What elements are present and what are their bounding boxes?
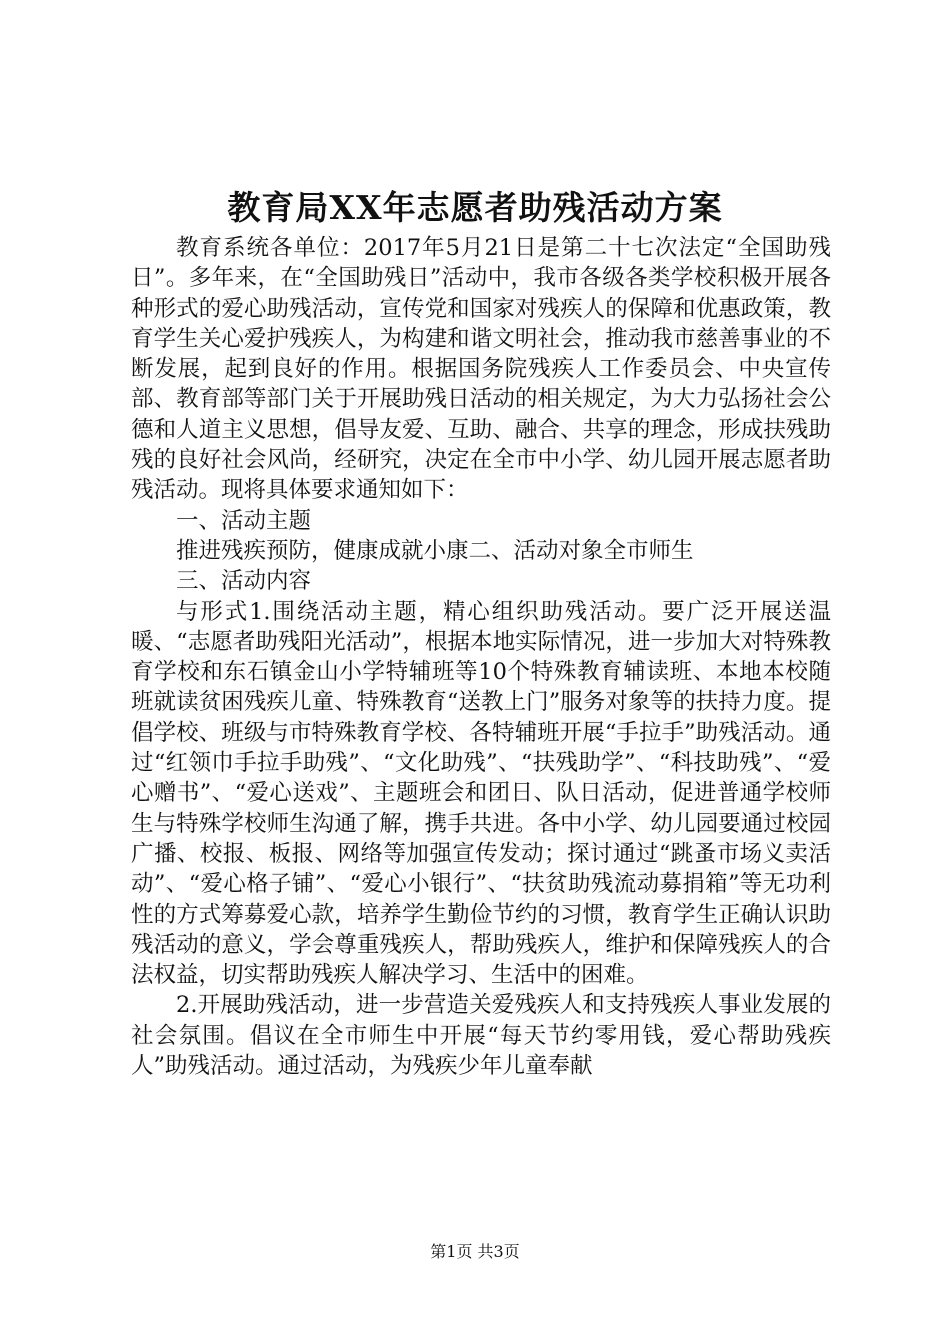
- paragraph-theme-and-target: 推进残疾预防，健康成就小康二、活动对象全市师生: [176, 537, 694, 564]
- page-footer: 第1页 共3页: [430, 1242, 520, 1261]
- paragraph-content-item-2: 2.开展助残活动，进一步营造关爱残疾人和支持残疾人事业发展的社会氛围。倡议在全市师生中开展“每天节约零用钱，爱心帮助残疾人”助残活动。通过活动，为残疾少年儿童奉献: [131, 992, 831, 1080]
- paragraph-content-item-1: 与形式1.围绕活动主题，精心组织助残活动。要广泛开展送温暖、“志愿者助残阳光活动”，根据本地实际情况，进一步加大对特殊教育学校和东石镇金山小学特辅班等10个特殊教育辅读班、本地本校随班就读贫困残疾儿童、特殊教育“送教上门”服务对象等的扶持力度。提倡学校、班级与市特殊教育学校、各特辅班开展“手拉手”助残活动。通过“红领巾手拉手助残”、“文化助残”、“扶残助学”、“科技助残”、“爱心赠书”、“爱心送戏”、主题班会和团日、队日活动，促进普通学校师生与特殊学校师生沟通了解，携手共进。各中小学、幼儿园要通过校园广播、校报、板报、网络等加强宣传发动；探讨通过“跳蚤市场义卖活动”、“爱心格子铺”、“爱心小银行”、“扶贫助残流动募捐箱”等无功利性的方式筹募爱心款，培养学生勤俭节约的习惯，教育学生正确认识助残活动的意义，学会尊重残疾人，帮助残疾人，维护和保障残疾人的合法权益，切实帮助残疾人解决学习、生活中的困难。: [131, 598, 831, 989]
- paragraph-intro: 教育系统各单位：2017年5月21日是第二十七次法定“全国助残日”。多年来，在“全国助残日”活动中，我市各级各类学校积极开展各种形式的爱心助残活动，宣传党和国家对残疾人的保障和优惠政策，教育学生关心爱护残疾人，为构建和谐文明社会，推动我市慈善事业的不断发展，起到良好的作用。根据国务院残疾人工作委员会、中央宣传部、教育部等部门关于开展助残日活动的相关规定，为大力弘扬社会公德和人道主义思想，倡导友爱、互助、融合、共享的理念，形成扶残助残的良好社会风尚，经研究，决定在全市中小学、幼儿园开展志愿者助残活动。现将具体要求通知如下：: [131, 235, 831, 504]
- document-body: [131, 233, 831, 1081]
- document-title: 教育局XX年志愿者助残活动方案: [227, 188, 723, 227]
- heading-activity-theme: 一、活动主题: [176, 507, 312, 534]
- heading-activity-content: 三、活动内容: [176, 568, 312, 595]
